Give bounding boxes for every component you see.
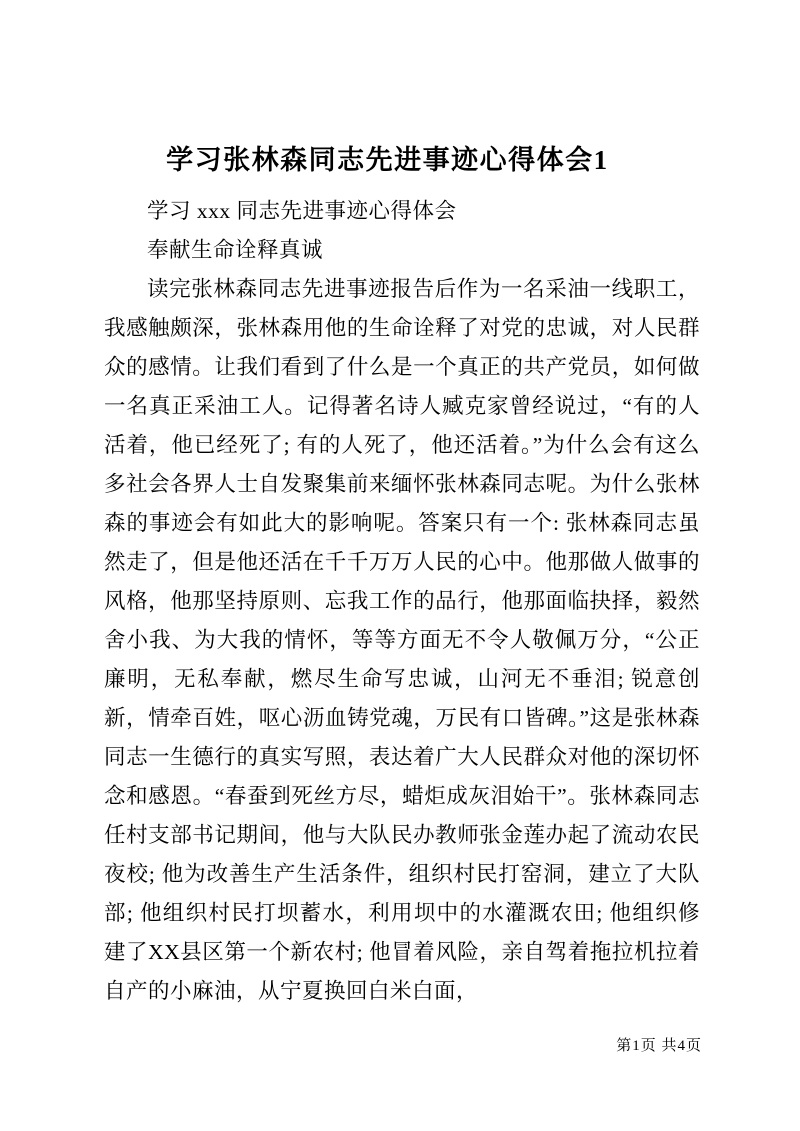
body-paragraph: 读完张林森同志先进事迹报告后作为一名采油一线职工，我感触颇深，张林森用他的生命诠释了对党的忠诚，对人民群众的感情。让我们看到了什么是一个真正的共产党员，如何做一名真正采油工人。记得著名诗人臧克家曾经说过，“有的人活着，他已经死了; 有的人死了，他还活着。”为什么会有这么多社会各界人士自发聚集前来缅怀张林森同志呢。为什么张林森的事迹会有如此大的影响呢。答案只有一个: 张林森同志虽然走了，但是他还活在千千万万人民的心中。他那做人做事的风格，他那坚持原则、忘我工作的品行，他那面临抉择，毅然舍小我、为大我的情怀，等等方面无不令人敬佩万分，“公正廉明，无私奉献，燃尽生命写忠诚，山河无不垂泪; 锐意创新，情牵百姓，呕心沥血铸党魂，万民有口皆碑。”这是张林森同志一生德行的真实写照，表达着广大人民群众对他的深切怀念和感恩。“春蚕到死丝方尽，蜡炬成灰泪始干”。张林森同志任村支部书记期间，他与大队民办教师张金莲办起了流动农民夜校; 他为改善生产生活条件，组织村民打窑洞，建立了大队部; 他组织村民打坝蓄水，利用坝中的水灌溉农田; 他组织修建了XX县区第一个新农村; 他冒着风险，亲自驾着拖拉机拉着自产的小麻油，从宁夏换回白米白面， [104, 277, 700, 1003]
intro-line: 学习 xxx 同志先进事迹心得体会 [147, 199, 457, 223]
document-title: 学习张林森同志先进事迹心得体会1 [166, 145, 609, 175]
subtitle-line: 奉献生命诠释真诚 [147, 238, 324, 262]
page-number-footer: 第1页 共4页 [616, 1038, 702, 1054]
